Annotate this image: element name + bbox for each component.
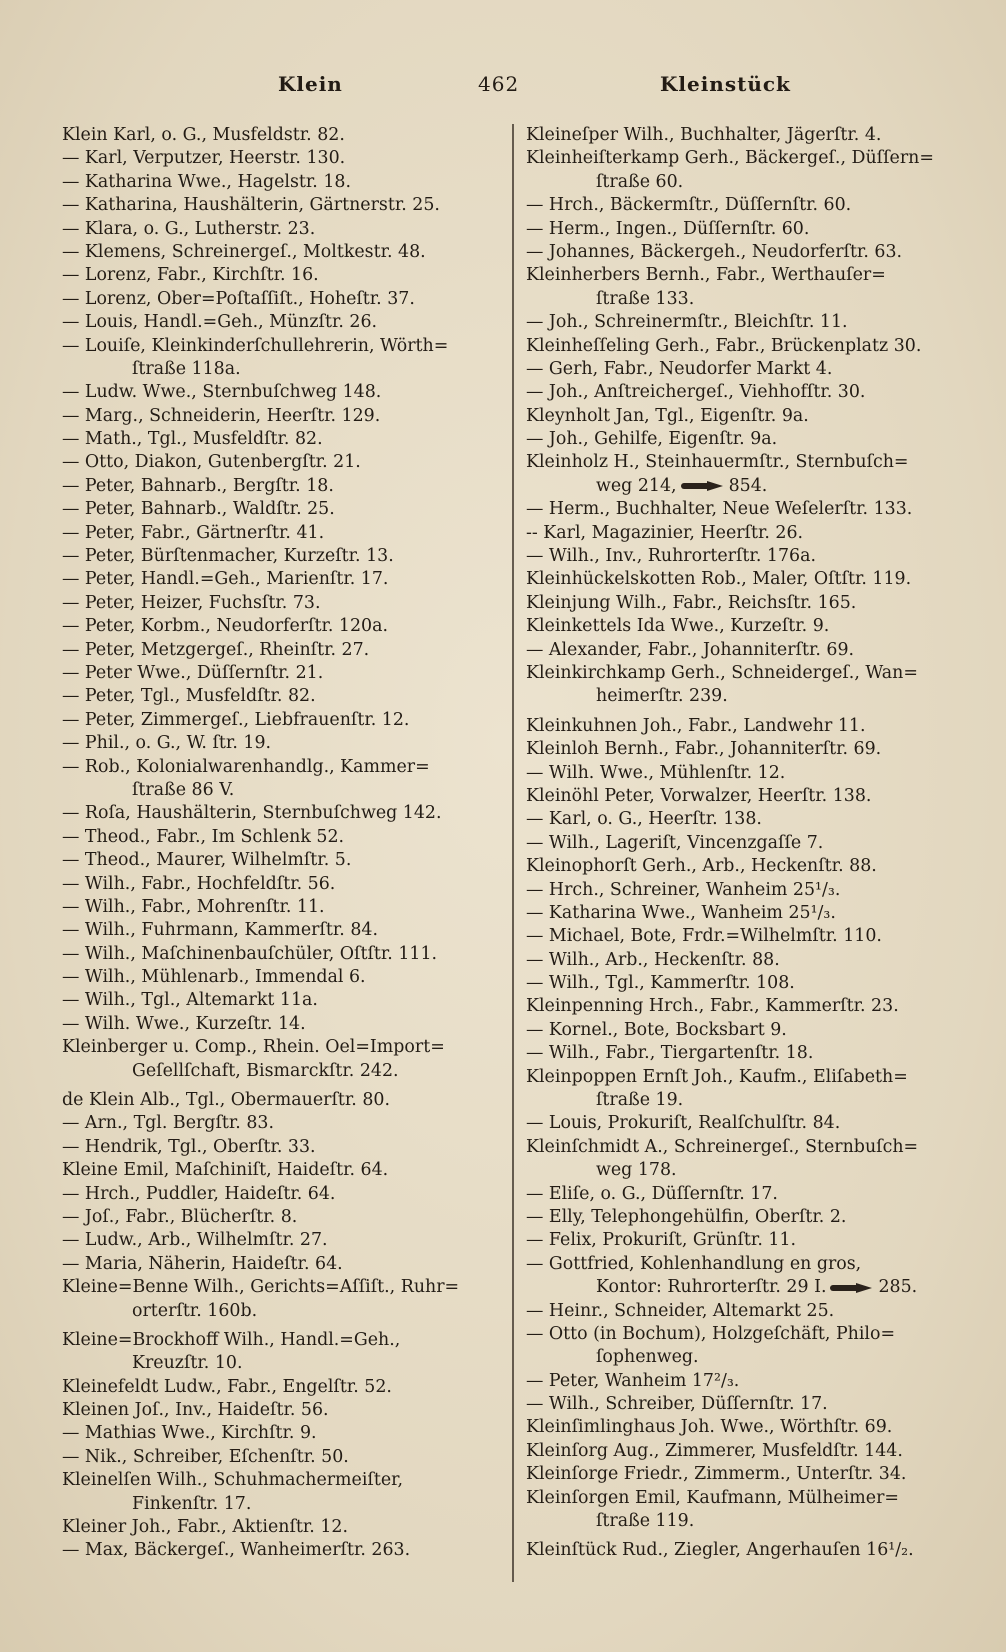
entry-text: — Joh., Schreinermſtr., Bleichſtr. 11. [526, 312, 848, 333]
column-divider [512, 124, 514, 1582]
entry-text: — Lorenz, Fabr., Kirchſtr. 16. [62, 265, 319, 286]
entry-text: orterſtr. 160b. [132, 1300, 258, 1321]
entry-text: Kleinpoppen Ernſt Joh., Kaufm., Eliſabeth= [526, 1066, 908, 1087]
directory-entry-line [62, 1352, 492, 1375]
entry-text: — Rob., Kolonialwarenhandlg., Kammer= [62, 756, 430, 777]
entry-text: — Hrch., Bäckermſtr., Düſſernſtr. 60. [526, 195, 852, 216]
entry-text: Kleinſorge Friedr., Zimmerm., Unterſtr. 34. [526, 1464, 907, 1485]
entry-text: — Joh., Gehilfe, Eigenſtr. 9a. [526, 429, 778, 450]
entry-text: Kleine=Benne Wilh., Gerichts=Aſſiſt., Ruhr= [62, 1277, 460, 1298]
entry-text: — Louis, Handl.=Geh., Münzſtr. 26. [62, 312, 378, 333]
entry-text: Kleinheiſterkamp Gerh., Bäckergeſ., Düſſern= [526, 148, 934, 169]
directory-entry-line [526, 218, 958, 241]
entry-text: — Karl, Verputzer, Heerstr. 130. [62, 148, 346, 169]
directory-entry-line [526, 264, 958, 287]
entry-text: Kleinſchmidt A., Schreinergeſ., Sternbuſch= [526, 1136, 919, 1157]
entry-text: Klein Karl, o. G., Musfeldstr. 82. [62, 125, 345, 145]
entry-text: ſtraße 19. [596, 1090, 684, 1111]
entry-text: — Wilh., Arb., Heckenſtr. 88. [526, 949, 780, 970]
entry-text: Kleinkirchkamp Gerh., Schneidergeſ., Wan= [526, 662, 918, 683]
directory-entry-line [526, 381, 958, 404]
entry-text: Kleinjung Wilh., Fabr., Reichsſtr. 165. [526, 592, 857, 613]
directory-entry-line [62, 662, 492, 685]
entry-text: — Peter, Tgl., Musfeldſtr. 82. [62, 686, 316, 707]
directory-entry-line [526, 545, 958, 568]
entry-text: Kleineſper Wilh., Buchhalter, Jägerſtr. 4. [526, 125, 882, 145]
directory-entry-line [526, 1539, 958, 1562]
entry-text: — Theod., Fabr., Im Schlenk 52. [62, 826, 345, 847]
entry-text: Kontor: Ruhrorterſtr. 29 I. [596, 1277, 827, 1298]
entry-text: Kleinloh Bernh., Fabr., Johanniterſtr. 69. [526, 739, 882, 760]
directory-entry-line [526, 995, 958, 1018]
directory-entry-line [62, 1300, 492, 1323]
directory-entry-line [62, 288, 492, 311]
entry-text: — Wilh. Wwe., Kurzeſtr. 14. [62, 1013, 306, 1034]
directory-entry-line [62, 124, 492, 147]
directory-entry-line [526, 1136, 958, 1159]
entry-text: de Klein Alb., Tgl., Obermauerſtr. 80. [62, 1090, 391, 1111]
directory-entry-line [62, 1089, 492, 1112]
entry-text: — Otto (in Bochum), Holzgeſchäft, Philo= [526, 1323, 896, 1344]
directory-entry-line [526, 738, 958, 761]
directory-entry-line [62, 545, 492, 568]
directory-entry-line [526, 685, 958, 708]
directory-entry-line [62, 405, 492, 428]
entry-text: Kleinelſen Wilh., Schuhmachermeiſter, [62, 1470, 404, 1491]
page-number: 462 [478, 72, 520, 96]
header-right-keyword: Kleinstück [660, 72, 791, 96]
directory-entry-line [526, 662, 958, 685]
directory-entry-line [62, 1136, 492, 1159]
entry-text: — Wilh., Fabr., Mohrenſtr. 11. [62, 896, 325, 917]
directory-entry-line [526, 762, 958, 785]
directory-entry-line [62, 1276, 492, 1299]
directory-entry-line [526, 1019, 958, 1042]
entry-text: — Ludw. Wwe., Sternbuſchweg 148. [62, 382, 382, 403]
directory-entry-line [62, 1329, 492, 1352]
directory-entry-line [62, 1229, 492, 1252]
entry-text: — Marg., Schneiderin, Heerſtr. 129. [62, 405, 381, 426]
directory-entry-line [526, 1393, 958, 1416]
entry-text: — Peter, Zimmergeſ., Liebfrauenſtr. 12. [62, 709, 410, 730]
directory-entry-line [62, 943, 492, 966]
entry-text: — Wilh., Fuhrmann, Kammerſtr. 84. [62, 920, 378, 941]
directory-entry-line [526, 358, 958, 381]
directory-entry-line [62, 826, 492, 849]
entry-text: Kleinkettels Ida Wwe., Kurzeſtr. 9. [526, 616, 830, 637]
directory-entry-line [62, 241, 492, 264]
telephone-number: 854. [728, 475, 768, 496]
directory-entry-line [62, 218, 492, 241]
directory-entry-line [526, 855, 958, 878]
entry-text: Kleinſorgen Emil, Kaufmann, Mülheimer= [526, 1487, 899, 1508]
right-column [526, 124, 958, 1563]
directory-entry-line [526, 171, 958, 194]
directory-entry-line [526, 832, 958, 855]
directory-entry-line [62, 311, 492, 334]
entry-text: ſtraße 60. [596, 171, 684, 192]
directory-entry-line [526, 639, 958, 662]
entry-text: Kleinen Joſ., Inv., Haideſtr. 56. [62, 1400, 329, 1421]
directory-entry-line [526, 522, 958, 545]
directory-entry-line [526, 1183, 958, 1206]
entry-text: — Maria, Näherin, Haideſtr. 64. [62, 1253, 343, 1274]
directory-entry-line [526, 498, 958, 521]
entry-text: — Peter, Fabr., Gärtnerſtr. 41. [62, 522, 325, 543]
directory-entry-line [526, 1370, 958, 1393]
entry-text: — Arn., Tgl. Bergſtr. 83. [62, 1113, 274, 1134]
entry-text: — Louiſe, Kleinkinderſchullehrerin, Wörth= [62, 335, 449, 356]
directory-entry-line [526, 949, 958, 972]
directory-entry-line [62, 264, 492, 287]
directory-entry-line [526, 428, 958, 451]
entry-text: — Wilh., Mühlenarb., Immendal 6. [62, 967, 366, 988]
entry-text: — Wilh., Maſchinenbauſchüler, Oſtſtr. 111. [62, 943, 438, 964]
entry-text: Geſellſchaft, Bismarckſtr. 242. [132, 1060, 399, 1081]
directory-entry-line [526, 147, 958, 170]
directory-entry-line [526, 1323, 958, 1346]
entry-text: ſtraße 119. [596, 1511, 695, 1532]
directory-entry-line [62, 802, 492, 825]
entry-text: Kleinheſſeling Gerh., Fabr., Brückenplatz 30. [526, 335, 922, 356]
entry-text: — Wilh., Schreiber, Düſſernſtr. 17. [526, 1394, 828, 1415]
directory-entry-line [526, 808, 958, 831]
entry-text: — Herm., Ingen., Düſſernſtr. 60. [526, 218, 810, 239]
entry-text: Kleinpenning Hrch., Fabr., Kammerſtr. 23. [526, 996, 899, 1017]
entry-text: — Hendrik, Tgl., Oberſtr. 33. [62, 1136, 316, 1157]
directory-entry-line [62, 381, 492, 404]
directory-entry-line [62, 756, 492, 779]
entry-text: — Phil., o. G., W. ſtr. 19. [62, 733, 272, 754]
directory-entry-line [62, 1446, 492, 1469]
entry-text: Kleinberger u. Comp., Rhein. Oel=Import= [62, 1037, 445, 1058]
directory-entry-line [526, 1510, 958, 1533]
entry-text: — Katharina Wwe., Hagelstr. 18. [62, 171, 351, 192]
entry-text: weg 178. [596, 1160, 677, 1181]
directory-entry-line [526, 288, 958, 311]
entry-text: Kleinophorſt Gerh., Arb., Heckenſtr. 88. [526, 856, 877, 877]
directory-entry-line [62, 1206, 492, 1229]
entry-text: — Math., Tgl., Musfeldſtr. 82. [62, 429, 323, 450]
directory-entry-line [526, 1300, 958, 1323]
directory-entry-line [526, 1206, 958, 1229]
entry-text: — Hrch., Schreiner, Wanheim 25¹/₃. [526, 879, 841, 900]
directory-entry-line [62, 1516, 492, 1539]
entry-text: ſtraße 118a. [132, 358, 241, 379]
entry-text: Kleinkuhnen Joh., Fabr., Landwehr 11. [526, 715, 866, 736]
directory-entry-line [62, 1183, 492, 1206]
entry-text: Kleinholz H., Steinhauermſtr., Sternbuſch= [526, 452, 909, 473]
directory-entry-line [62, 709, 492, 732]
entry-text: — Herm., Buchhalter, Neue Weſelerſtr. 133. [526, 499, 913, 520]
entry-text: — Joſ., Fabr., Blücherſtr. 8. [62, 1206, 298, 1227]
directory-entry-line [62, 1469, 492, 1492]
directory-entry-line [526, 124, 958, 147]
directory-entry-line [62, 358, 492, 381]
entry-text: — Heinr., Schneider, Altemarkt 25. [526, 1300, 835, 1321]
entry-text: — Peter, Heizer, Fuchsſtr. 73. [62, 592, 321, 613]
directory-entry-line [62, 498, 492, 521]
entry-text: — Peter, Bahnarb., Bergſtr. 18. [62, 475, 334, 496]
entry-text: — Alexander, Fabr., Johanniterſtr. 69. [526, 639, 855, 660]
directory-entry-line [62, 639, 492, 662]
directory-entry-line [62, 1493, 492, 1516]
directory-entry-line [526, 1112, 958, 1135]
directory-entry-line [62, 568, 492, 591]
directory-entry-line [526, 902, 958, 925]
entry-text: — Louis, Prokuriſt, Realſchulſtr. 84. [526, 1113, 841, 1134]
entry-text: heimerſtr. 239. [596, 686, 728, 707]
directory-entry-line [526, 1042, 958, 1065]
directory-entry-line [62, 1060, 492, 1083]
directory-entry-line [62, 147, 492, 170]
directory-entry-line [62, 779, 492, 802]
entry-text: Kleinſtück Rud., Ziegler, Angerhauſen 16¹/₂. [526, 1540, 914, 1561]
entry-text: — Max, Bäckergeſ., Wanheimerſtr. 263. [62, 1540, 411, 1561]
entry-text: — Ludw., Arb., Wilhelmſtr. 27. [62, 1230, 328, 1251]
entry-text: ſophenweg. [596, 1347, 699, 1368]
directory-entry-line [526, 1229, 958, 1252]
directory-entry-line [62, 1112, 492, 1135]
entry-text: — Peter, Bahnarb., Waldſtr. 25. [62, 499, 335, 520]
directory-entry-line [526, 715, 958, 738]
entry-text: — Hrch., Puddler, Haideſtr. 64. [62, 1183, 336, 1204]
directory-entry-line [62, 1422, 492, 1445]
directory-entry-line [526, 1440, 958, 1463]
left-column [62, 124, 492, 1563]
directory-entry-line [62, 522, 492, 545]
directory-entry-line [62, 1376, 492, 1399]
directory-entry-line [62, 335, 492, 358]
directory-entry-line [526, 1089, 958, 1112]
directory-entry-line [62, 194, 492, 217]
entry-text: — Wilh., Tgl., Altemarkt 11a. [62, 990, 318, 1011]
entry-text: — Eliſe, o. G., Düſſernſtr. 17. [526, 1183, 778, 1204]
directory-entry-line [62, 428, 492, 451]
entry-text: — Gerh, Fabr., Neudorfer Markt 4. [526, 358, 833, 379]
entry-text: — Peter, Handl.=Geh., Marienſtr. 17. [62, 569, 389, 590]
directory-entry-line [526, 615, 958, 638]
entry-text: — Peter, Metzgergeſ., Rheinſtr. 27. [62, 639, 370, 660]
entry-text: — Gottfried, Kohlenhandlung en gros, [526, 1253, 862, 1274]
directory-entry-line [526, 1346, 958, 1369]
entry-text: — Felix, Prokuriſt, Grünſtr. 11. [526, 1230, 797, 1251]
directory-entry-line [526, 568, 958, 591]
entry-text: — Joh., Anſtreichergeſ., Viehhofſtr. 30. [526, 382, 866, 403]
directory-entry-line [62, 1013, 492, 1036]
entry-text: Kleinherbers Bernh., Fabr., Werthauſer= [526, 265, 886, 286]
entry-text: — Lorenz, Ober=Poſtaſſiſt., Hoheſtr. 37. [62, 288, 415, 309]
entry-text: Kleinſimlinghaus Joh. Wwe., Wörthſtr. 69. [526, 1417, 893, 1438]
directory-entry-line [62, 849, 492, 872]
directory-entry-line [526, 475, 958, 498]
directory-entry-line [62, 1253, 492, 1276]
directory-entry-line [62, 989, 492, 1012]
entry-text: Kleynholt Jan, Tgl., Eigenſtr. 9a. [526, 405, 809, 426]
directory-entry-line [526, 241, 958, 264]
directory-entry-line [62, 896, 492, 919]
entry-text: ſtraße 133. [596, 288, 695, 309]
directory-entry-line [526, 879, 958, 902]
entry-text: — Wilh. Wwe., Mühlenſtr. 12. [526, 762, 786, 783]
entry-text: Kleinhückelskotten Rob., Maler, Oſtſtr. 119. [526, 569, 912, 590]
telephone-icon [681, 481, 725, 491]
entry-text: — Michael, Bote, Frdr.=Wilhelmſtr. 110. [526, 926, 882, 947]
entry-text: — Peter, Wanheim 17²/₃. [526, 1370, 740, 1391]
directory-entry-line [526, 451, 958, 474]
directory-entry-line [526, 1416, 958, 1439]
directory-entry-line [526, 1159, 958, 1182]
entry-text: Kleinöhl Peter, Vorwalzer, Heerſtr. 138. [526, 785, 872, 806]
telephone-icon [830, 1283, 874, 1293]
directory-entry-line [62, 1539, 492, 1562]
entry-text: — Peter Wwe., Düſſernſtr. 21. [62, 662, 324, 683]
directory-entry-line [526, 194, 958, 217]
directory-entry-line [62, 592, 492, 615]
entry-text: Kreuzſtr. 10. [132, 1353, 243, 1374]
directory-entry-line [526, 405, 958, 428]
page-header [0, 72, 1006, 112]
entry-text: — Nik., Schreiber, Eſchenſtr. 50. [62, 1446, 349, 1467]
header-left-keyword: Klein [278, 72, 343, 96]
directory-entry-line [62, 685, 492, 708]
entry-text: — Roſa, Haushälterin, Sternbuſchweg 142. [62, 803, 442, 824]
directory-entry-line [526, 925, 958, 948]
directory-entry-line [62, 919, 492, 942]
entry-text: — Klemens, Schreinergeſ., Moltkestr. 48. [62, 241, 426, 262]
directory-entry-line [62, 615, 492, 638]
entry-text: — Wilh., Fabr., Tiergartenſtr. 18. [526, 1043, 814, 1064]
entry-text: — Karl, o. G., Heerſtr. 138. [526, 809, 762, 830]
directory-entry-line [526, 1487, 958, 1510]
entry-text: — Katharina, Haushälterin, Gärtnerstr. 25. [62, 195, 440, 216]
entry-text: — Elly, Telephongehülfin, Oberſtr. 2. [526, 1206, 847, 1227]
entry-text: — Theod., Maurer, Wilhelmſtr. 5. [62, 850, 352, 871]
entry-text: Kleine Emil, Maſchiniſt, Haideſtr. 64. [62, 1160, 389, 1181]
directory-entry-line [62, 1159, 492, 1182]
directory-entry-line [62, 171, 492, 194]
directory-entry-line [526, 1253, 958, 1276]
directory-entry-line [62, 1036, 492, 1059]
directory-entry-line [526, 972, 958, 995]
entry-text: Kleinefeldt Ludw., Fabr., Engelſtr. 52. [62, 1376, 392, 1397]
entry-text: — Wilh., Fabr., Hochfeldſtr. 56. [62, 873, 336, 894]
entry-text: Kleiner Joh., Fabr., Aktienſtr. 12. [62, 1517, 349, 1538]
entry-text: — Peter, Korbm., Neudorferſtr. 120a. [62, 616, 389, 637]
entry-text: Finkenſtr. 17. [132, 1493, 252, 1514]
directory-entry-line [526, 1463, 958, 1486]
entry-text: — Peter, Bürſtenmacher, Kurzeſtr. 13. [62, 546, 394, 567]
directory-entry-line [62, 873, 492, 896]
entry-text: — Klara, o. G., Lutherstr. 23. [62, 218, 316, 239]
entry-text: — Kornel., Bote, Bocksbart 9. [526, 1019, 787, 1040]
directory-entry-line [62, 732, 492, 755]
entry-text: — Katharina Wwe., Wanheim 25¹/₃. [526, 902, 836, 923]
directory-entry-line [526, 785, 958, 808]
entry-text: — Mathias Wwe., Kirchſtr. 9. [62, 1423, 317, 1444]
entry-text: — Johannes, Bäckergeh., Neudorferſtr. 63. [526, 241, 903, 262]
entry-text: weg 214, [596, 475, 677, 496]
directory-entry-line [62, 451, 492, 474]
directory-entry-line [62, 475, 492, 498]
directory-entry-line [526, 592, 958, 615]
entry-text: ſtraße 86 V. [132, 779, 235, 800]
directory-entry-line [62, 1399, 492, 1422]
entry-text: — Wilh., Inv., Ruhrorterſtr. 176a. [526, 546, 816, 567]
directory-entry-line [526, 1066, 958, 1089]
entry-text: — Wilh., Lageriſt, Vincenzgaſſe 7. [526, 832, 824, 853]
telephone-number: 285. [878, 1277, 918, 1298]
entry-text: -- Karl, Magazinier, Heerſtr. 26. [526, 522, 804, 543]
entry-text: Kleine=Brockhoff Wilh., Handl.=Geh., [62, 1329, 401, 1350]
directory-entry-line [526, 335, 958, 358]
directory-entry-line [62, 966, 492, 989]
directory-entry-line [526, 1276, 958, 1299]
entry-text: — Otto, Diakon, Gutenbergſtr. 21. [62, 452, 361, 473]
directory-entry-line [526, 311, 958, 334]
entry-text: Kleinſorg Aug., Zimmerer, Musfeldſtr. 144. [526, 1440, 903, 1461]
entry-text: — Wilh., Tgl., Kammerſtr. 108. [526, 973, 795, 994]
